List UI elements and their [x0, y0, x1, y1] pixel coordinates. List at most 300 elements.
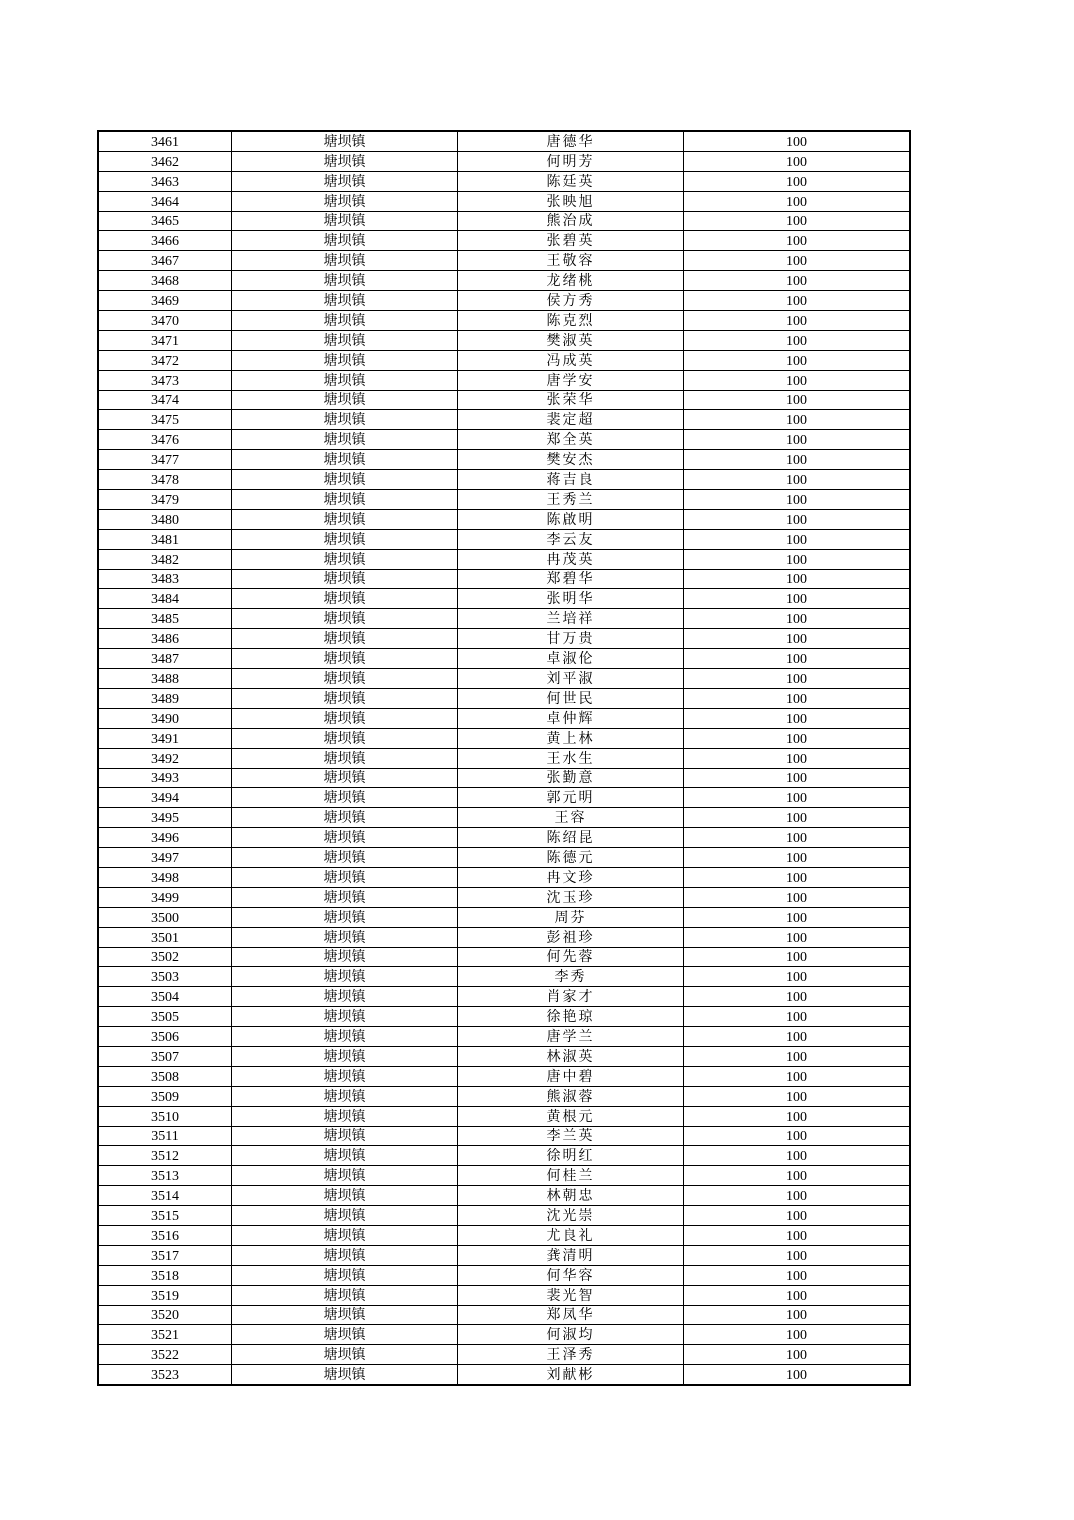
row-number-cell: [98, 1007, 232, 1027]
amount-cell-text: 100: [786, 850, 807, 866]
row-number-cell: [98, 688, 232, 708]
amount-cell-text: 100: [786, 294, 807, 310]
row-number-cell: [98, 370, 232, 390]
amount-cell-text: 100: [786, 194, 807, 210]
name-cell: [458, 808, 684, 828]
amount-cell: [684, 669, 911, 689]
table-row: [98, 728, 910, 748]
amount-cell-text: 100: [786, 811, 807, 827]
amount-cell: [684, 1285, 911, 1305]
row-number-cell: [98, 251, 232, 271]
row-number-cell-text: 3501: [151, 930, 179, 946]
row-number-cell: [98, 430, 232, 450]
row-number-cell: [98, 589, 232, 609]
row-number-cell: [98, 1325, 232, 1345]
name-cell-text: 蒋吉良: [546, 473, 595, 489]
name-cell: [458, 1027, 684, 1047]
name-cell: [458, 1166, 684, 1186]
name-cell-text: 龙绪桃: [546, 274, 595, 290]
amount-cell: [684, 848, 911, 868]
amount-cell-text: 100: [786, 1248, 807, 1264]
town-cell-text: 塘坝镇: [323, 1149, 366, 1165]
table-row: [98, 927, 910, 947]
town-cell: [232, 887, 458, 907]
table-row: [98, 1345, 910, 1365]
row-number-cell: [98, 1126, 232, 1146]
name-cell: [458, 907, 684, 927]
row-number-cell-text: 3512: [151, 1149, 179, 1165]
amount-cell: [684, 191, 911, 211]
name-cell-text: 黄根元: [546, 1109, 595, 1125]
row-number-cell-text: 3496: [151, 831, 179, 847]
name-cell-text: 郑碧华: [546, 572, 595, 588]
row-number-cell-text: 3495: [151, 811, 179, 827]
table-row: [98, 330, 910, 350]
name-cell: [458, 828, 684, 848]
amount-cell-text: 100: [786, 413, 807, 429]
table-row: [98, 1086, 910, 1106]
name-cell: [458, 669, 684, 689]
name-cell: [458, 490, 684, 510]
name-cell-text: 张勤意: [546, 771, 595, 787]
name-cell: [458, 927, 684, 947]
amount-cell-text: 100: [786, 393, 807, 409]
town-cell: [232, 231, 458, 251]
amount-cell: [684, 967, 911, 987]
town-cell-text: 塘坝镇: [323, 850, 366, 866]
town-cell: [232, 549, 458, 569]
amount-cell-text: 100: [786, 433, 807, 449]
row-number-cell-text: 3482: [151, 552, 179, 568]
amount-cell: [684, 231, 911, 251]
town-cell: [232, 768, 458, 788]
row-number-cell: [98, 1086, 232, 1106]
name-cell-text: 唐德华: [546, 134, 595, 150]
town-cell: [232, 1365, 458, 1385]
town-cell-text: 塘坝镇: [323, 1268, 366, 1284]
name-cell-text: 甘万贵: [546, 632, 595, 648]
town-cell: [232, 1146, 458, 1166]
town-cell: [232, 330, 458, 350]
row-number-cell: [98, 808, 232, 828]
name-cell-text: 卓淑伦: [546, 652, 595, 668]
name-cell-text: 裴定超: [546, 413, 595, 429]
row-number-cell: [98, 1046, 232, 1066]
table-row: [98, 271, 910, 291]
name-cell-text: 郑全英: [546, 433, 595, 449]
town-cell: [232, 470, 458, 490]
table-row: [98, 211, 910, 231]
town-cell-text: 塘坝镇: [323, 174, 366, 190]
table-row: [98, 1146, 910, 1166]
amount-cell-text: 100: [786, 632, 807, 648]
name-cell-text: 侯方秀: [546, 294, 595, 310]
town-cell-text: 塘坝镇: [323, 791, 366, 807]
table-row: [98, 708, 910, 728]
table-row: [98, 1206, 910, 1226]
town-cell-text: 塘坝镇: [323, 194, 366, 210]
amount-cell-text: 100: [786, 731, 807, 747]
name-cell: [458, 1305, 684, 1325]
town-cell: [232, 131, 458, 151]
town-cell: [232, 708, 458, 728]
town-cell: [232, 688, 458, 708]
row-number-cell-text: 3461: [151, 134, 179, 150]
row-number-cell: [98, 1305, 232, 1325]
town-cell-text: 塘坝镇: [323, 1069, 366, 1085]
table-row: [98, 1265, 910, 1285]
amount-cell-text: 100: [786, 353, 807, 369]
name-cell: [458, 330, 684, 350]
row-number-cell: [98, 271, 232, 291]
name-cell-text: 尤良礼: [546, 1228, 595, 1244]
amount-cell: [684, 1305, 911, 1325]
table-row: [98, 291, 910, 311]
row-number-cell-text: 3504: [151, 990, 179, 1006]
row-number-cell: [98, 1285, 232, 1305]
name-cell-text: 唐中碧: [546, 1069, 595, 1085]
town-cell: [232, 1225, 458, 1245]
name-cell: [458, 1245, 684, 1265]
name-cell-text: 何华容: [546, 1268, 595, 1284]
amount-cell-text: 100: [786, 134, 807, 150]
town-cell-text: 塘坝镇: [323, 592, 366, 608]
name-cell: [458, 569, 684, 589]
town-cell: [232, 629, 458, 649]
name-cell-text: 冉文珍: [546, 870, 595, 886]
name-cell-text: 徐明红: [546, 1149, 595, 1165]
name-cell-text: 陈廷英: [546, 174, 595, 190]
name-cell: [458, 131, 684, 151]
name-cell-text: 樊淑英: [546, 333, 595, 349]
amount-cell-text: 100: [786, 1288, 807, 1304]
amount-cell-text: 100: [786, 910, 807, 926]
amount-cell-text: 100: [786, 1029, 807, 1045]
row-number-cell: [98, 907, 232, 927]
name-cell-text: 王泽秀: [546, 1348, 595, 1364]
amount-cell: [684, 1225, 911, 1245]
table-row: [98, 987, 910, 1007]
town-cell-text: 塘坝镇: [323, 612, 366, 628]
table-row: [98, 390, 910, 410]
name-cell: [458, 1325, 684, 1345]
amount-cell: [684, 987, 911, 1007]
amount-cell-text: 100: [786, 691, 807, 707]
amount-cell-text: 100: [786, 831, 807, 847]
row-number-cell-text: 3503: [151, 970, 179, 986]
town-cell: [232, 828, 458, 848]
name-cell: [458, 291, 684, 311]
town-cell-text: 塘坝镇: [323, 870, 366, 886]
row-number-cell: [98, 470, 232, 490]
town-cell: [232, 669, 458, 689]
table-row: [98, 887, 910, 907]
amount-cell-text: 100: [786, 671, 807, 687]
table-row: [98, 1106, 910, 1126]
row-number-cell-text: 3513: [151, 1169, 179, 1185]
town-cell-text: 塘坝镇: [323, 572, 366, 588]
row-number-cell: [98, 609, 232, 629]
town-cell: [232, 1106, 458, 1126]
amount-cell-text: 100: [786, 373, 807, 389]
name-cell-text: 唐学兰: [546, 1029, 595, 1045]
name-cell-text: 何明芳: [546, 154, 595, 170]
row-number-cell: [98, 669, 232, 689]
town-cell: [232, 1285, 458, 1305]
amount-cell-text: 100: [786, 711, 807, 727]
table-row: [98, 748, 910, 768]
town-cell-text: 塘坝镇: [323, 1328, 366, 1344]
name-cell-text: 李云友: [546, 532, 595, 548]
town-cell: [232, 410, 458, 430]
town-cell-text: 塘坝镇: [323, 1010, 366, 1026]
amount-cell: [684, 808, 911, 828]
town-cell-text: 塘坝镇: [323, 970, 366, 986]
row-number-cell: [98, 191, 232, 211]
row-number-cell: [98, 1345, 232, 1365]
town-cell: [232, 1126, 458, 1146]
name-cell: [458, 688, 684, 708]
name-cell: [458, 987, 684, 1007]
amount-cell: [684, 410, 911, 430]
amount-cell-text: 100: [786, 870, 807, 886]
amount-cell: [684, 828, 911, 848]
town-cell: [232, 808, 458, 828]
table-row: [98, 768, 910, 788]
amount-cell: [684, 171, 911, 191]
row-number-cell: [98, 291, 232, 311]
amount-cell: [684, 1066, 911, 1086]
row-number-cell-text: 3477: [151, 453, 179, 469]
amount-cell: [684, 1345, 911, 1365]
table-row: [98, 1007, 910, 1027]
name-cell-text: 王容: [554, 811, 587, 827]
row-number-cell: [98, 927, 232, 947]
table-row: [98, 1365, 910, 1385]
row-number-cell: [98, 171, 232, 191]
name-cell-text: 王敬容: [546, 254, 595, 270]
amount-cell: [684, 748, 911, 768]
row-number-cell-text: 3488: [151, 671, 179, 687]
row-number-cell: [98, 848, 232, 868]
town-cell: [232, 748, 458, 768]
name-cell-text: 徐艳琼: [546, 1010, 595, 1026]
row-number-cell-text: 3483: [151, 572, 179, 588]
name-cell: [458, 867, 684, 887]
amount-cell: [684, 1365, 911, 1385]
table-row: [98, 509, 910, 529]
amount-cell: [684, 589, 911, 609]
table-row: [98, 1325, 910, 1345]
amount-cell-text: 100: [786, 990, 807, 1006]
name-cell: [458, 967, 684, 987]
row-number-cell: [98, 549, 232, 569]
table-row: [98, 1305, 910, 1325]
amount-cell: [684, 490, 911, 510]
name-cell: [458, 1086, 684, 1106]
amount-cell-text: 100: [786, 1010, 807, 1026]
amount-cell: [684, 131, 911, 151]
row-number-cell-text: 3470: [151, 313, 179, 329]
town-cell: [232, 211, 458, 231]
name-cell-text: 樊安杰: [546, 453, 595, 469]
town-cell-text: 塘坝镇: [323, 254, 366, 270]
amount-cell: [684, 1007, 911, 1027]
amount-cell: [684, 907, 911, 927]
name-cell: [458, 231, 684, 251]
amount-cell: [684, 649, 911, 669]
table-row: [98, 450, 910, 470]
town-cell-text: 塘坝镇: [323, 393, 366, 409]
name-cell-text: 陈啟明: [546, 512, 595, 528]
amount-cell-text: 100: [786, 592, 807, 608]
table-row: [98, 529, 910, 549]
town-cell: [232, 1046, 458, 1066]
row-number-cell: [98, 450, 232, 470]
name-cell: [458, 947, 684, 967]
row-number-cell-text: 3467: [151, 254, 179, 270]
amount-cell-text: 100: [786, 1368, 807, 1384]
town-cell-text: 塘坝镇: [323, 413, 366, 429]
town-cell: [232, 788, 458, 808]
table-row: [98, 171, 910, 191]
table-row: [98, 1245, 910, 1265]
amount-cell: [684, 947, 911, 967]
amount-cell: [684, 927, 911, 947]
amount-cell: [684, 151, 911, 171]
name-cell-text: 郑凤华: [546, 1308, 595, 1324]
amount-cell-text: 100: [786, 274, 807, 290]
name-cell-text: 沈玉珍: [546, 890, 595, 906]
row-number-cell-text: 3494: [151, 791, 179, 807]
town-cell-text: 塘坝镇: [323, 453, 366, 469]
town-cell-text: 塘坝镇: [323, 313, 366, 329]
amount-cell-text: 100: [786, 1189, 807, 1205]
amount-cell-text: 100: [786, 791, 807, 807]
amount-cell: [684, 509, 911, 529]
name-cell-text: 肖家才: [546, 990, 595, 1006]
name-cell-text: 刘献彬: [546, 1368, 595, 1384]
name-cell: [458, 708, 684, 728]
name-cell-text: 郭元明: [546, 791, 595, 807]
table-row: [98, 1166, 910, 1186]
row-number-cell: [98, 987, 232, 1007]
row-number-cell: [98, 1066, 232, 1086]
amount-cell-text: 100: [786, 214, 807, 230]
town-cell: [232, 490, 458, 510]
amount-cell-text: 100: [786, 890, 807, 906]
row-number-cell-text: 3491: [151, 731, 179, 747]
amount-cell: [684, 350, 911, 370]
town-cell-text: 塘坝镇: [323, 930, 366, 946]
name-cell-text: 张碧英: [546, 234, 595, 250]
amount-cell-text: 100: [786, 1089, 807, 1105]
name-cell: [458, 1046, 684, 1066]
row-number-cell: [98, 131, 232, 151]
town-cell: [232, 171, 458, 191]
town-cell-text: 塘坝镇: [323, 532, 366, 548]
table-row: [98, 1126, 910, 1146]
town-cell: [232, 1027, 458, 1047]
row-number-cell-text: 3481: [151, 532, 179, 548]
row-number-cell-text: 3515: [151, 1208, 179, 1224]
table-row: [98, 609, 910, 629]
table-row: [98, 251, 910, 271]
town-cell: [232, 1206, 458, 1226]
town-cell: [232, 1265, 458, 1285]
name-cell: [458, 1186, 684, 1206]
amount-cell: [684, 1186, 911, 1206]
town-cell: [232, 529, 458, 549]
town-cell-text: 塘坝镇: [323, 1248, 366, 1264]
name-cell: [458, 251, 684, 271]
amount-cell: [684, 1086, 911, 1106]
row-number-cell-text: 3522: [151, 1348, 179, 1364]
amount-cell-text: 100: [786, 1328, 807, 1344]
table-row: [98, 231, 910, 251]
table-row: [98, 1046, 910, 1066]
town-cell-text: 塘坝镇: [323, 632, 366, 648]
town-cell: [232, 509, 458, 529]
row-number-cell: [98, 509, 232, 529]
row-number-cell-text: 3511: [151, 1129, 179, 1145]
name-cell-text: 周芬: [554, 910, 587, 926]
town-cell-text: 塘坝镇: [323, 1109, 366, 1125]
town-cell: [232, 927, 458, 947]
town-cell-text: 塘坝镇: [323, 652, 366, 668]
amount-cell: [684, 788, 911, 808]
name-cell-text: 何世民: [546, 691, 595, 707]
amount-cell: [684, 569, 911, 589]
row-number-cell-text: 3476: [151, 433, 179, 449]
row-number-cell: [98, 947, 232, 967]
row-number-cell: [98, 151, 232, 171]
table-row: [98, 669, 910, 689]
name-cell-text: 冯成英: [546, 353, 595, 369]
row-number-cell-text: 3486: [151, 632, 179, 648]
row-number-cell: [98, 1225, 232, 1245]
row-number-cell-text: 3517: [151, 1248, 179, 1264]
row-number-cell-text: 3520: [151, 1308, 179, 1324]
name-cell: [458, 171, 684, 191]
table-row: [98, 569, 910, 589]
amount-cell: [684, 1206, 911, 1226]
row-number-cell: [98, 231, 232, 251]
row-number-cell-text: 3510: [151, 1109, 179, 1125]
town-cell-text: 塘坝镇: [323, 950, 366, 966]
table-row: [98, 1027, 910, 1047]
amount-cell: [684, 1126, 911, 1146]
town-cell: [232, 350, 458, 370]
amount-cell: [684, 311, 911, 331]
row-number-cell-text: 3523: [151, 1368, 179, 1384]
row-number-cell-text: 3463: [151, 174, 179, 190]
table-row: [98, 1285, 910, 1305]
town-cell-text: 塘坝镇: [323, 1208, 366, 1224]
amount-cell-text: 100: [786, 572, 807, 588]
amount-cell: [684, 609, 911, 629]
town-cell-text: 塘坝镇: [323, 711, 366, 727]
row-number-cell-text: 3493: [151, 771, 179, 787]
table-row: [98, 867, 910, 887]
row-number-cell-text: 3464: [151, 194, 179, 210]
town-cell-text: 塘坝镇: [323, 433, 366, 449]
name-cell-text: 卓仲辉: [546, 711, 595, 727]
town-cell: [232, 947, 458, 967]
name-cell-text: 冉茂英: [546, 552, 595, 568]
table-row: [98, 430, 910, 450]
name-cell: [458, 211, 684, 231]
